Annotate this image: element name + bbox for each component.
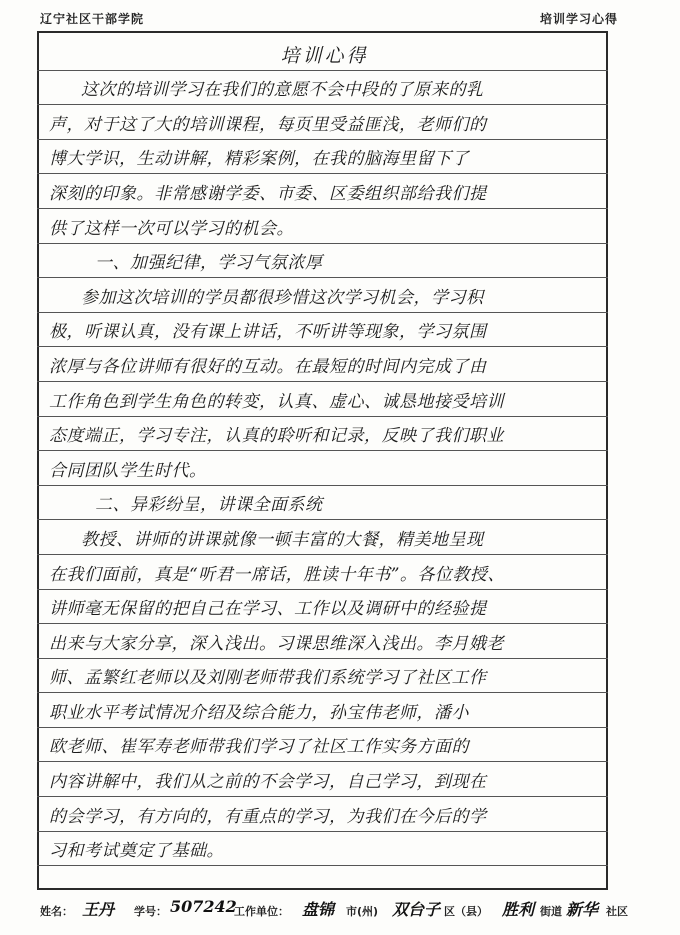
document-type-header: 培训学习心得 [539,12,618,26]
section-heading: 二、异彩纷呈，讲课全面系统 [95,495,323,516]
ruled-line [37,659,608,694]
ruled-line [37,278,608,313]
ruled-line [37,313,608,348]
city-label: 市(州) [346,905,379,918]
ruled-line [37,520,608,555]
handwritten-text: 极，听课认真，没有课上讲话，不听讲等现象，学习氛围 [49,322,487,343]
handwritten-text: 博大学识，生动讲解，精彩案例，在我的脑海里留下了 [49,149,469,170]
ruled-line [37,762,608,797]
district-label: 区（县） [444,905,488,918]
community-label: 社区 [606,905,628,918]
section-heading: 一、加强纪律，学习气氛浓厚 [95,253,323,274]
community-value: 新华 [566,900,599,919]
name-value: 王丹 [82,900,115,919]
handwritten-text: 供了这样一次可以学习的机会。 [49,218,294,239]
handwritten-text: 浓厚与各位讲师有很好的互动。在最短的时间内完成了由 [49,356,487,377]
ruled-line [37,624,608,659]
handwritten-text: 讲师毫无保留的把自己在学习、工作以及调研中的经验提 [49,599,487,620]
work-unit-label: 工作单位： [234,905,289,918]
ruled-line [37,140,608,175]
name-label: 姓名： [40,905,73,918]
ruled-lines [37,36,608,866]
handwritten-text: 这次的培训学习在我们的意愿不会中段的了原来的乳 [81,80,484,101]
ruled-line [37,797,608,832]
handwritten-text: 的会学习，有方向的，有重点的学习，为我们在今后的学 [49,806,487,827]
ruled-line [37,451,608,486]
handwritten-text: 深刻的印象。非常感谢学委、市委、区委组织部给我们提 [49,183,487,204]
district-value: 双台子 [392,900,441,919]
ruled-line [37,244,608,279]
handwritten-text: 参加这次培训的学员都很珍惜这次学习机会，学习积 [81,287,484,308]
student-id-label: 学号： [134,905,167,918]
handwritten-text: 内容讲解中，我们从之前的不会学习，自己学习，到现在 [49,772,487,793]
street-label: 街道 [540,905,562,918]
city-value: 盘锦 [302,900,335,919]
ruled-line [37,832,608,867]
institution-header: 辽宁社区干部学院 [40,12,145,26]
handwritten-text: 合同团队学生时代。 [49,460,207,481]
ruled-line [37,417,608,452]
handwritten-text: 职业水平考试情况介绍及综合能力，孙宝伟老师，潘小 [49,702,469,723]
handwritten-text: 教授、讲师的讲课就像一顿丰富的大餐，精美地呈现 [81,529,484,550]
ruled-line [37,174,608,209]
ruled-line [37,36,608,71]
street-value: 胜利 [502,900,535,919]
ruled-line [37,209,608,244]
handwritten-text: 态度端正，学习专注，认真的聆听和记录，反映了我们职业 [49,426,504,447]
handwritten-text: 欧老师、崔军寿老师带我们学习了社区工作实务方面的 [49,737,469,758]
student-id-value: 507242 [170,897,237,916]
handwritten-text: 师、孟繁红老师以及刘刚老师带我们系统学习了社区工作 [49,668,487,689]
ruled-line [37,693,608,728]
ruled-line [37,728,608,763]
student-info-footer [40,897,628,923]
handwritten-text: 在我们面前，真是“听君一席话，胜读十年书”。各位教授、 [49,564,505,585]
handwritten-text: 出来与大家分享，深入浅出。习课思维深入浅出。李月娥老 [49,633,504,654]
ruled-line [37,347,608,382]
handwritten-text: 习和考试奠定了基础。 [49,841,224,862]
handwritten-text: 工作角色到学生角色的转变，认真、虚心、诚恳地接受培训 [49,391,504,412]
handwritten-text: 声，对于这了大的培训课程，每页里受益匪浅，老师们的 [49,114,487,135]
ruled-line [37,71,608,106]
ruled-line [37,555,608,590]
ruled-line [37,105,608,140]
ruled-line [37,590,608,625]
ruled-line [37,486,608,521]
essay-title: 培训心得 [280,45,369,66]
ruled-line [37,382,608,417]
